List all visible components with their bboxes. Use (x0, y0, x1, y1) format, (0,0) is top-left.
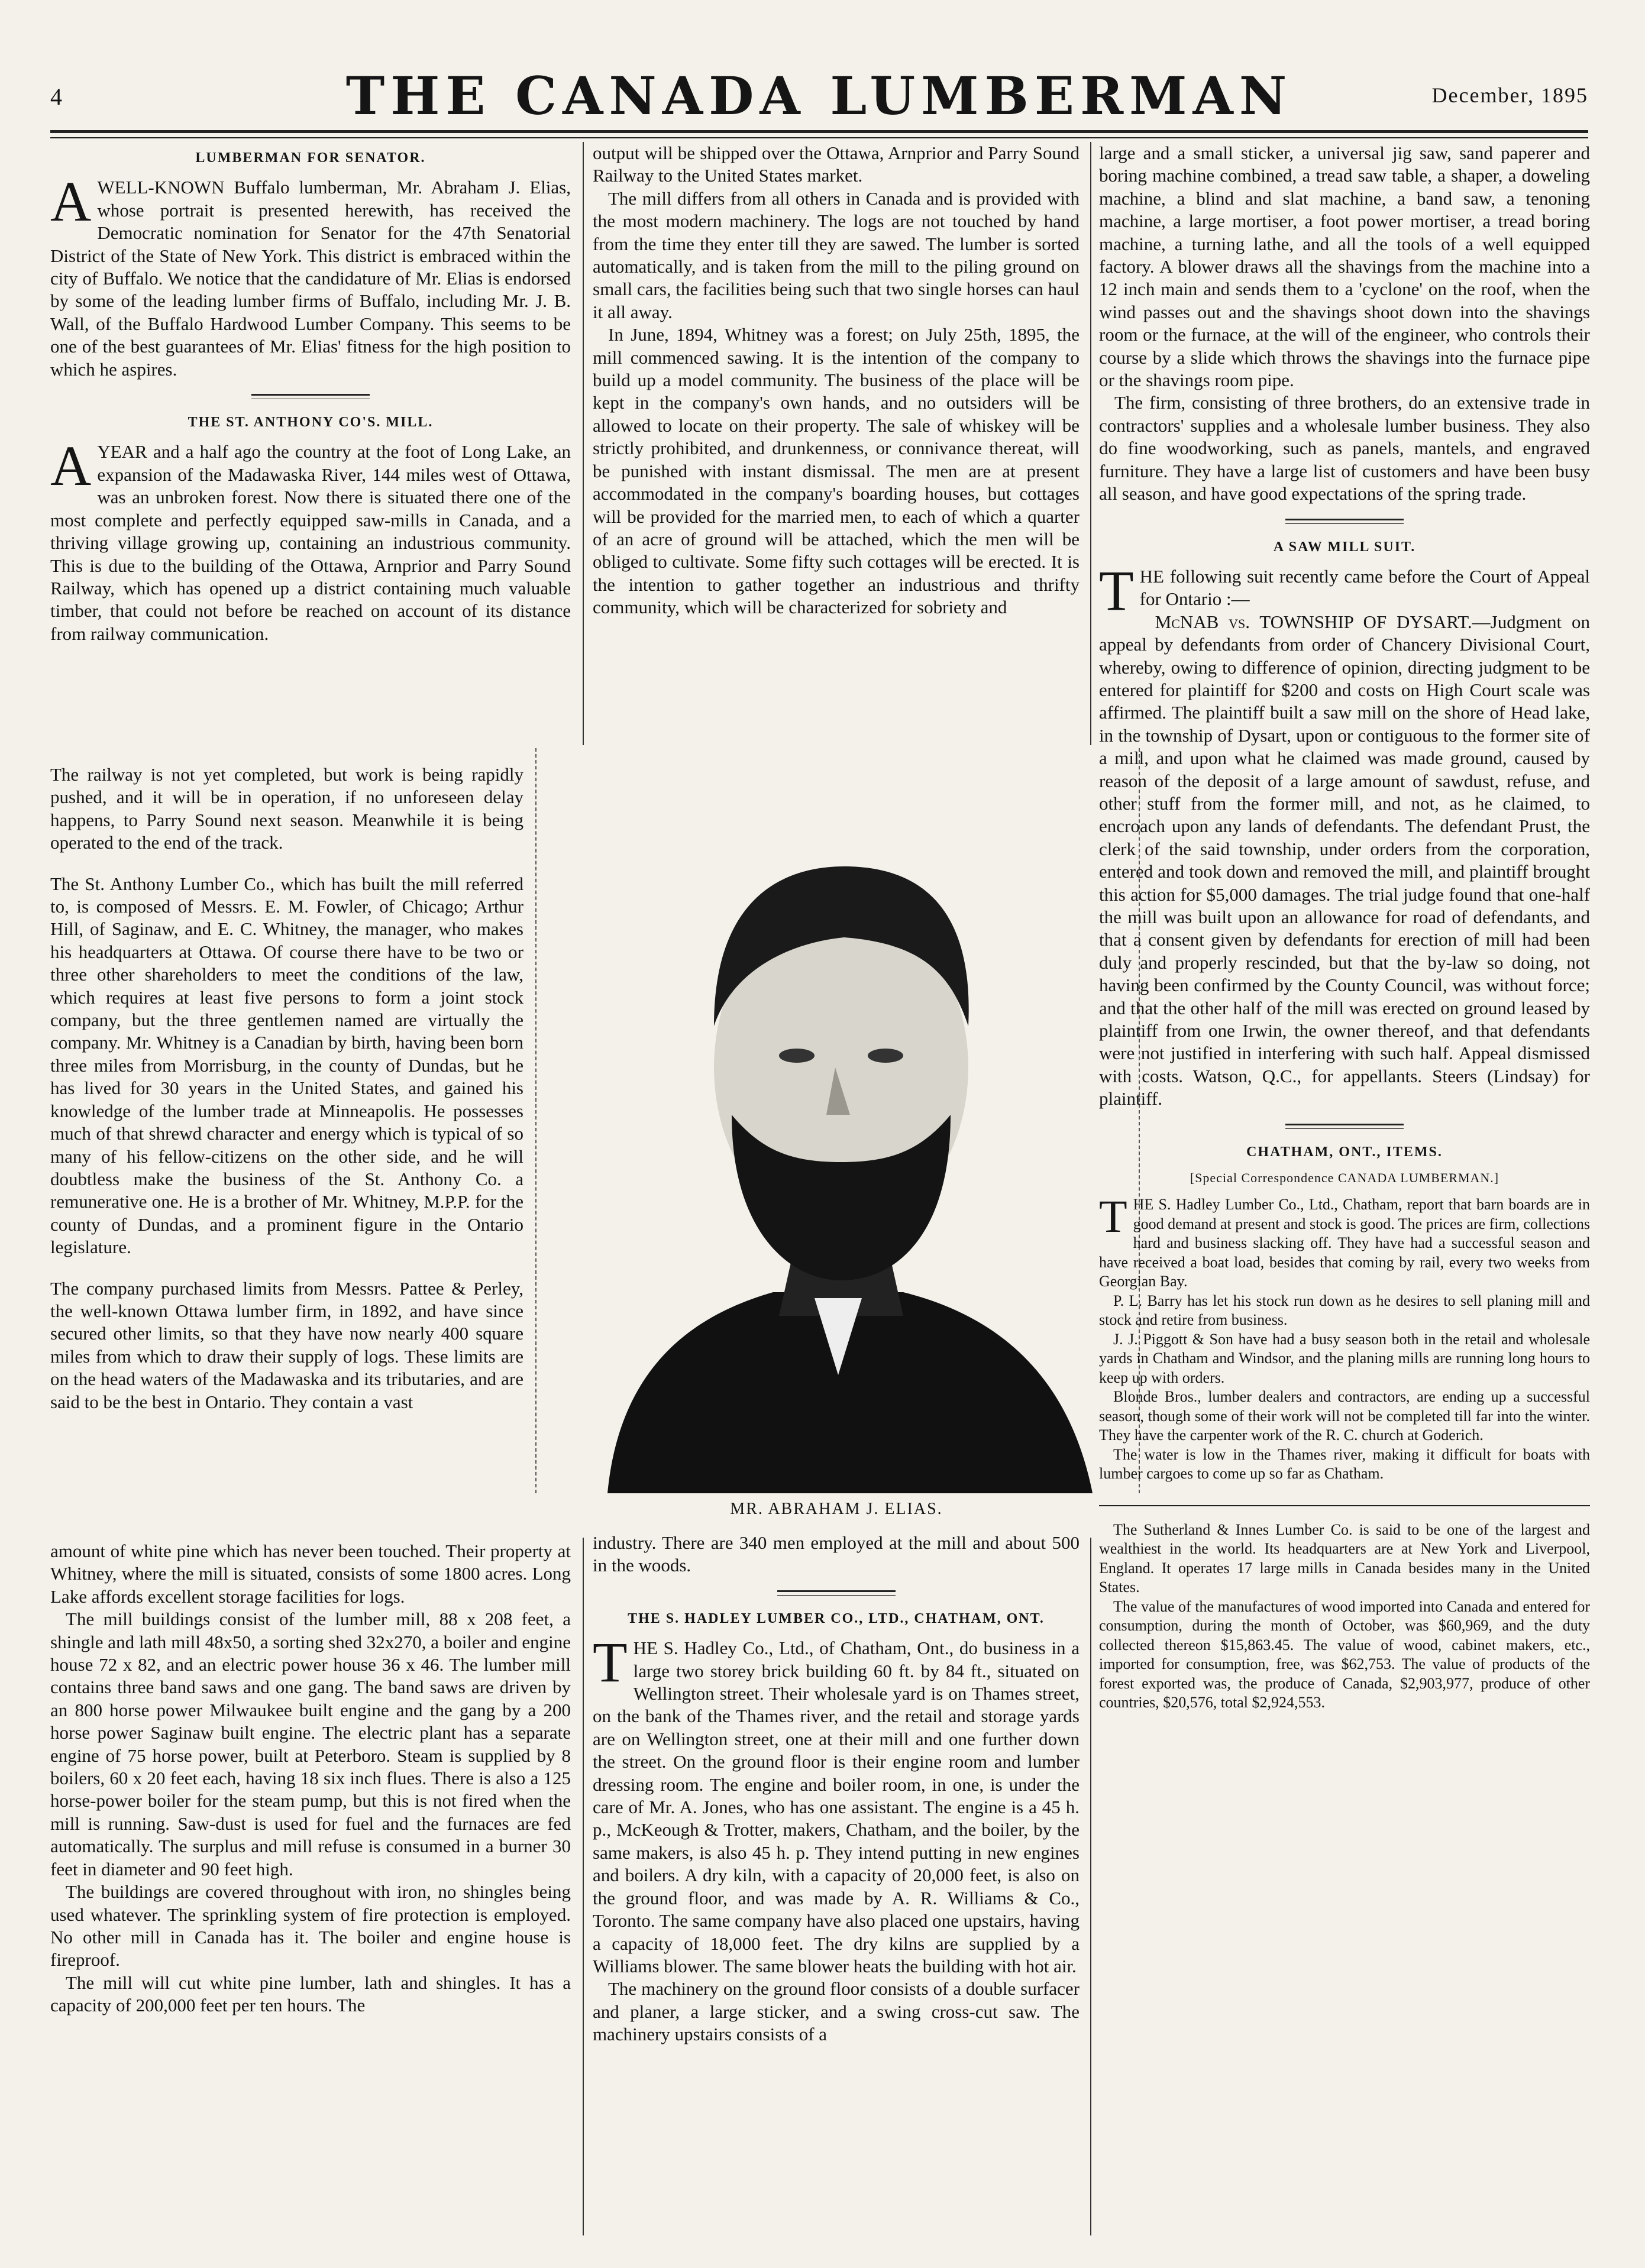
chatham-items (1099, 1190, 1590, 1713)
anthony-paragraph-1 (50, 434, 571, 645)
suit-heading: A SAW MILL SUIT. (1273, 539, 1416, 555)
chatham-paragraph-2: P. L. Barry has let his stock run down as he desires to sell planing mill and stock and retire from business. (1099, 1292, 1590, 1329)
chatham-subheading: [Special Correspondence CANADA LUMBERMAN.] (1190, 1170, 1499, 1186)
chatham-paragraph-4: Blonde Bros., lumber dealers and contractors, are ending up a successful season, though some of their work will not be completed till far into the winter. They have the carpenter work of the R. C. church at Goderich. (1099, 1388, 1590, 1444)
hadley-paragraph-1 (593, 1630, 1080, 1978)
anthony-paragraph-4: The mill buildings consist of the lumber mill, 88 x 208 feet, a shingle and lath mill 48x50, a sorting shed 32x270, a boiler and engine house 72 x 82, and an electric power house 36 x 46. The lumber mill contains three band saws and one gang. The band saws are driven by an 800 horse power Milwaukee built engine and the gang by a 200 horse power Saginaw built engine. The electric plant has a separate engine of 75 horse power, built at Peterboro. Steam is supplied by 8 boilers, 60 x 20 feet each, having 18 six inch flues. There is also a 125 horse-power boiler for the steam pump, but this is not fired when the mill is running. Saw-dust is used for fuel and the furnaces are fed automatically. The surplus and mill refuse is consumed in a burner 30 feet in diameter and 90 feet high. (50, 1609, 571, 1879)
senator-heading: LUMBERMAN FOR SENATOR. (195, 150, 426, 166)
column-1-lower (50, 1540, 571, 2017)
suit-case (1099, 611, 1590, 1111)
suit-intro-text: HE following suit recently came before the Court of Appeal for Ontario :— (1139, 565, 1590, 610)
chatham-paragraph-5: The water is low in the Thames river, making it difficult for boats with lumber cargoes to come up so far as Chatham. (1099, 1445, 1590, 1483)
anthony-paragraph-6: The mill will cut white pine lumber, lath and shingles. It has a capacity of 200,000 feet per ten hours. The (50, 1972, 571, 2016)
drop-cap: A (50, 170, 92, 234)
anthony-paragraph-10: industry. There are 340 men employed at the mill and about 500 in the woods. (593, 1532, 1080, 1576)
suit-case-body: —Judgment on appeal by defendants from order of Chancery Divisional Court, whereby, owing to difference of opinion, directing judgment to be entered for plaintiff for $200 and costs on High Court scale was affirmed. The plaintiff built a saw mill on the shore of Head lake, in the township of Dysart, upon or contiguous to the former site of a mill, and upon what he claimed was made ground, caused by reason of the deposit of a large amount of sawdust, refuse, and other stuff from the former mill, and not, as he claimed, to encroach upon any lands of defendants. The defendant Prust, the clerk of the said township, under orders from the corporation, entered and took down and removed the mill, and plaintiff brought this action for $5,000 damages. The trial judge found that one-half the mill was built upon an allowance for road of defendants, and that a consent given by defendants for erection of mill had been duly and properly rescinded, but that the by-law so doing, not having been confirmed by the County Council, was without force; and that the other half of the mill was erected on ground leased by plaintiff from one Irwin, the owner thereof, and that defendants were not justified in interfering with such half. Appeal dismissed with costs. Watson, Q.C., for appellants. Steers (Lindsay) for plaintiff. (1099, 611, 1590, 1109)
newspaper-title: THE CANADA LUMBERMAN (345, 65, 1293, 127)
column-3 (1099, 142, 1590, 1713)
drop-cap: A (50, 434, 92, 498)
hadley-heading: THE S. HADLEY LUMBER CO., LTD., CHATHAM, ONT. (628, 1610, 1045, 1626)
senator-article (50, 170, 571, 381)
column-divider (1090, 1538, 1091, 2235)
column-divider (1090, 142, 1091, 745)
column-2 (593, 142, 1080, 619)
drop-cap: T (1099, 1190, 1127, 1243)
section-separator (1285, 519, 1404, 524)
masthead (50, 65, 1588, 130)
section-separator (777, 1590, 896, 1596)
anthony-paragraph-2: The St. Anthony Lumber Co., which has built the mill referred to, is composed of Messrs. E. M. Fowler, of Chicago; Arthur Hill, of Saginaw, and E. C. Whitney, the manager, who makes his headquarters at Ottawa. Of course there have to be two or three other shareholders to meet the conditions of the law, which requires at least five persons to form a joint stock company, but the three gentlemen named are virtually the company. Mr. Whitney is a Canadian by birth, having been born three miles from Morrisburg, in the county of Dundas, but he has lived for 30 years in the United States, and gained his knowledge of the lumber trade at Minneapolis. He possesses much of that shrewd character and energy which is typical of so many of his fellow-citizens on the other side, and he will doubtless make the business of the St. Anthony Co. a remunerative one. He is a brother of Mr. Whitney, M.P.P. for the county of Dundas, and a prominent figure in the Ontario legislature. (50, 873, 523, 1258)
drop-cap: T (1099, 558, 1134, 622)
anthony-paragraph-5: The buildings are covered throughout with iron, no shingles being used whatever. The sprinkling system of fire protection is employed. No other mill in Canada has it. The boiler and engine house is fireproof. (50, 1881, 571, 1971)
section-separator (251, 394, 370, 399)
anthony-paragraph-3a: The company purchased limits from Messrs. Pattee & Perley, the well-known Ottawa lumber firm, in 1892, and have since secured other limits, so that they have now nearly 400 square miles from which to draw their supply of logs. These limits are on the head waters of the Madawaska and its tributaries, and are said to be the best in Ontario. They contain a vast (50, 1277, 523, 1412)
anthony-paragraph-8: The mill differs from all others in Canada and is provided with the most modern machinery. The logs are not touched by hand from the time they enter till they are sawed. The lumber is sorted automatically, and is taken from the mill to the piling ground on small cars, the facilities being such that two single horses can haul it all away. (593, 187, 1080, 322)
page-number: 4 (50, 83, 62, 110)
anthony-paragraph-3b: amount of white pine which has never been touched. Their property at Whitney, where the mill is situated, consists of some 1800 acres. Long Lake affords excellent storage facilities for logs. (50, 1541, 571, 1607)
drop-cap: T (593, 1630, 628, 1694)
section-separator (1285, 1124, 1404, 1129)
misc-paragraph-2: The value of the manufactures of wood imported into Canada and entered for consumption, during the month of October, was $60,969, and the duty collected thereon $15,863.45. The value of wood, cabinet makers, etc., imported for consumption, free, was $62,753. The value of products of the forest exported was, the produce of Canada, $2,903,977, produce of other countries, $20,576, total $2,924,553. (1099, 1597, 1590, 1711)
anthony-paragraph-9: In June, 1894, Whitney was a forest; on July 25th, 1895, the mill commenced sawing. It is the intention of the company to build up a model community. The business of the place will be kept in the company's own hands, and no outsiders will be allowed to locate on their property. The sale of whiskey will be strictly prohibited, and drunkenness, or connivance thereat, will be punished with instant dismissal. The men are at present accommodated in the company's boarding houses, but cottages will be provided for the married men, to each of which a quarter of an acre of ground will be attached, which the men will be obliged to cultivate. Some fifty such cottages will be erected. It is the intention to gather together an industrious and thrifty community, which will be characterized for sobriety and (593, 324, 1080, 618)
column-1-narrow (50, 745, 523, 1432)
misc-paragraph-1: The Sutherland & Innes Lumber Co. is said to be one of the largest and wealthiest in the world. Its headquarters are at New York and Liverpool, England. It operates 17 large mills in Canada besides many in the United States. (1099, 1520, 1590, 1596)
hadley-text-1: HE S. Hadley Co., Ltd., of Chatham, Ont., do business in a large two storey brick building 60 ft. by 84 ft., situated on Wellington street. Their wholesale yard is on Thames street, on the bank of the Thames river, and the retail and storage yards are on Wellington street, one at their mill and one further down the street. On the ground floor is their engine room and lumber dressing room. The engine and boiler room, in one, is under the care of Mr. A. Jones, who has one assistant. The engine is a 45 h. p., McKeough & Trotter, makers, Chatham, and the boiler, by the same makers, is also 45 h. p. They intend putting in new engines and boilers. A dry kiln, with a capacity of 20,000 feet, is also on the ground floor, and was made by A. R. Williams & Co., Toronto. The same company have also placed one upstairs, having a capacity of 18,000 feet. The dry kilns are supplied by a Williams blower. The same blower heats the building with hot air. (593, 1638, 1080, 1976)
anthony-paragraph-7: output will be shipped over the Ottawa, Arnprior and Parry Sound Railway to the United States market. (593, 143, 1080, 186)
masthead-rule (50, 130, 1588, 133)
column-divider (583, 142, 584, 745)
hadley-paragraph-2: The machinery on the ground floor consists of a double surfacer and planer, a large sticker, and a swing cross-cut saw. The machinery upstairs consists of a (593, 1978, 1080, 2045)
portrait-image (537, 748, 1136, 1493)
column-2-lower (593, 1532, 1080, 2046)
column-1 (50, 142, 571, 645)
chatham-paragraph-1 (1099, 1190, 1590, 1292)
hadley-paragraph-3: large and a small sticker, a universal jig saw, sand paperer and boring machine combined, a tread saw table, a shaper, a doweling machine, a blind and slat machine, a band saw, a tenoning machine, a large mortiser, a foot power mortiser, a tread boring machine, a turning lathe, and all the tools of a well equipped factory. A blower draws all the shavings from the machine into a 12 inch main and sends them to a 'cyclone' on the roof, when the wind passes out and the shavings shoot down into the shavings room or the furnace, at the will of the engineer, who controls their course by a slide which throws the shavings into the furnace pipe or the shavings room pipe. (1099, 143, 1590, 391)
portrait-photo (535, 748, 1140, 1493)
chatham-heading: CHATHAM, ONT., ITEMS. (1246, 1144, 1443, 1160)
portrait-caption: MR. ABRAHAM J. ELIAS. (730, 1500, 943, 1518)
issue-date: December, 1895 (1431, 83, 1588, 107)
suit-case-name: McNAB vs. TOWNSHIP OF DYSART. (1155, 611, 1472, 632)
hadley-paragraph-4: The firm, consisting of three brothers, do an extensive trade in contractors' supplies and a wholesale lumber business. They also do fine woodworking, such as panels, mantels, and engraved furniture. They have a large list of customers and have been busy all season, and have good expectations of the spring trade. (1099, 392, 1590, 504)
masthead-rule-thin (50, 137, 1588, 138)
anthony-heading: THE ST. ANTHONY CO'S. MILL. (188, 415, 434, 431)
chatham-text-1: HE S. Hadley Lumber Co., Ltd., Chatham, report that barn boards are in good demand at present and stock is good. The prices are firm, collections hard and business slacking off. They have had a successful season and have received a boat load, besides that coming by rail, every two weeks from Georgian Bay. (1099, 1196, 1590, 1290)
anthony-paragraph-1b: The railway is not yet completed, but work is being rapidly pushed, and it will be in operation, if no unforeseen delay happens, to Parry Sound next season. Meanwhile it is being operated to the end of the track. (50, 764, 523, 853)
senator-paragraph: WELL-KNOWN Buffalo lumberman, Mr. Abraham J. Elias, whose portrait is presented herewith, has received the Democratic nomination for Senator for the 47th Senatorial District of the State of New York. This district is embraced within the city of Buffalo. We notice that the candidature of Mr. Elias is endorsed by some of the leading lumber firms of Buffalo, including Mr. J. B. Wall, of the Buffalo Hardwood Lumber Company. This seems to be one of the best guarantees of Mr. Elias' fitness for the high position to which he aspires. (50, 177, 571, 380)
chatham-paragraph-3: J. J. Piggott & Son have had a busy season both in the retail and wholesale yards in Chatham and Windsor, and the planing mills are running long hours to keep up with orders. (1099, 1330, 1590, 1386)
column-divider (583, 1538, 584, 2235)
anthony-text-1: YEAR and a half ago the country at the foot of Long Lake, an expansion of the Madawaska River, 144 miles west of Ottawa, was an unbroken forest. Now there is situated there one of the most complete and perfectly equipped saw-mills in Canada, and a thriving village growing up, containing an industrious community. This is due to the building of the Ottawa, Arnprior and Parry Sound Railway, which has opened up a district containing much valuable timber, that could not before be reached on account of its distance from railway communication. (50, 441, 571, 644)
divider (1099, 1505, 1590, 1506)
